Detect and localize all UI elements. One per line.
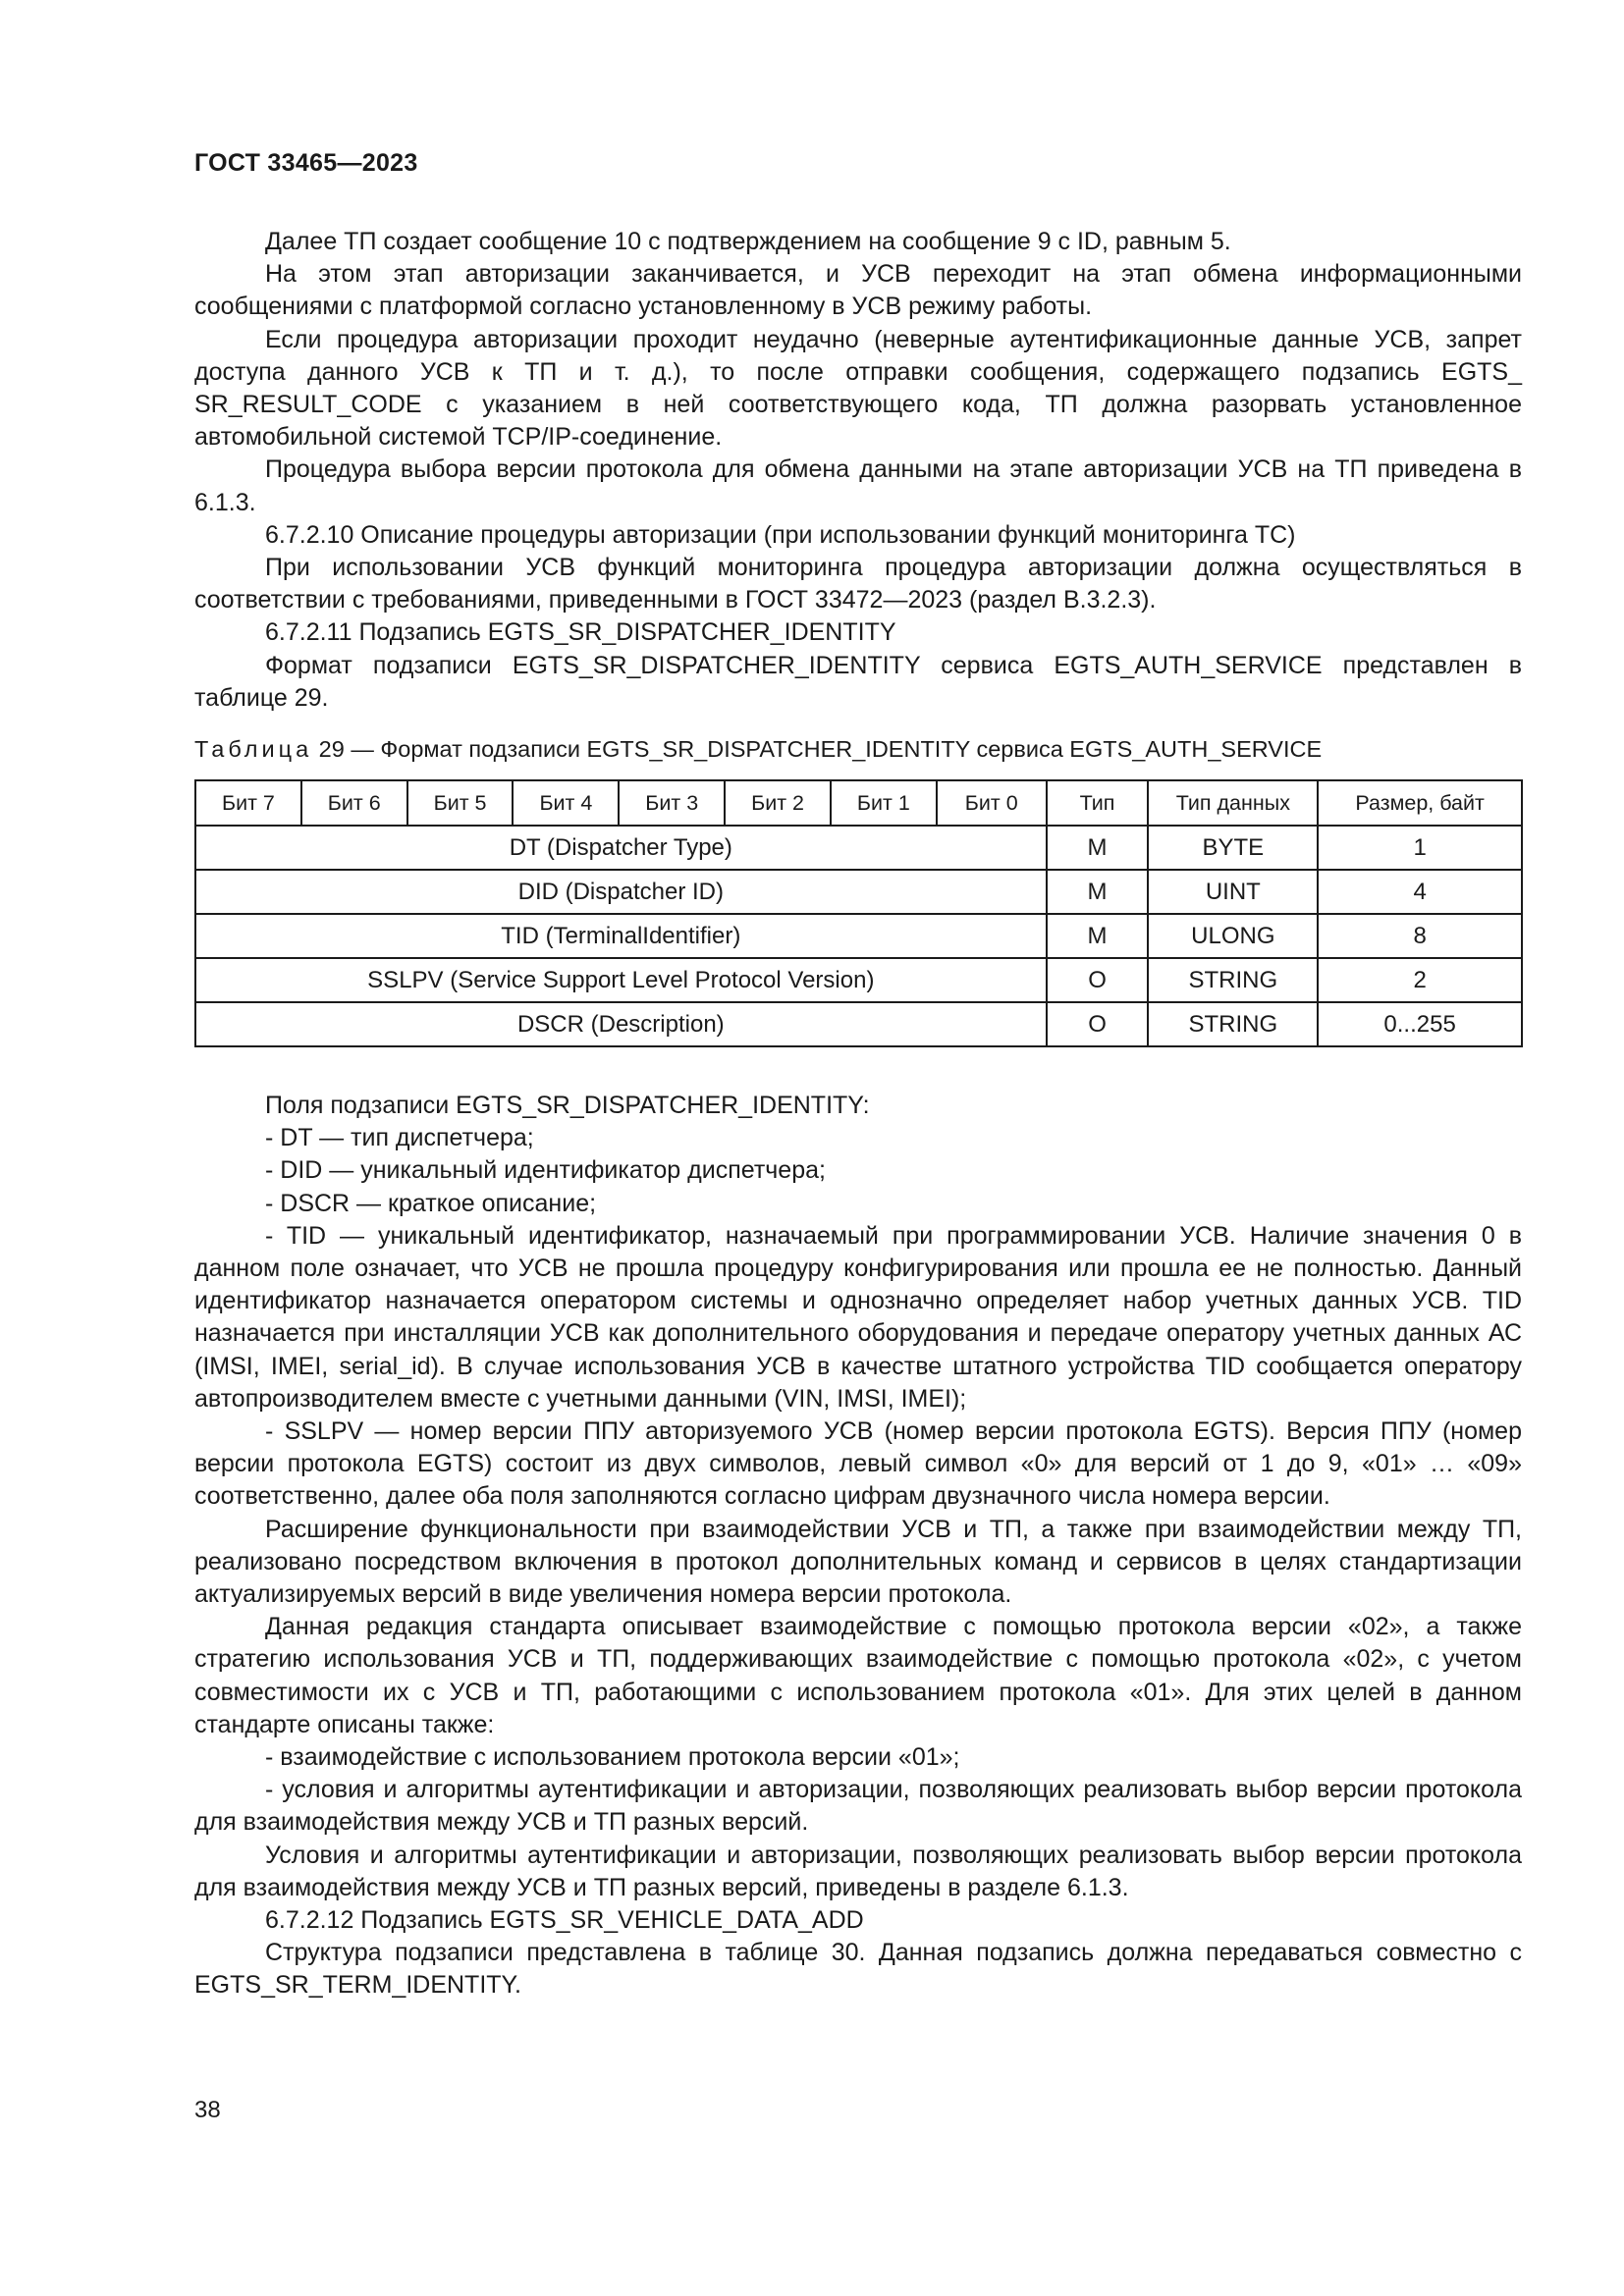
cell-field: SSLPV (Service Support Level Protocol Version) bbox=[195, 958, 1047, 1002]
cell-data-type: STRING bbox=[1148, 1002, 1318, 1046]
list-item: - SSLPV — номер версии ППУ авторизуемого УСВ (номер версии протокола EGTS). Версия ППУ (номер версии протокола EGTS) состоит из двух символов, левый символ «0» для версий от 1 до 9, «01» … «09» соответственно, далее оба поля заполняются согласно цифрам двузначного числа номера версии. bbox=[194, 1417, 1522, 1511]
paragraph: Условия и алгоритмы аутентификации и авторизации, позволяющих реализовать выбор версии протокола для взаимодействия между УСВ и ТП разных версий, приведены в разделе 6.1.3. bbox=[194, 1841, 1522, 1901]
paragraph: Процедура выбора версии протокола для обмена данными на этапе авторизации УСВ на ТП приведена в 6.1.3. bbox=[194, 455, 1522, 516]
paragraph: Далее ТП создает сообщение 10 с подтверждением на сообщение 9 с ID, равным 5. bbox=[265, 228, 1231, 255]
cell-type: O bbox=[1047, 1002, 1149, 1046]
cell-field: DSCR (Description) bbox=[195, 1002, 1047, 1046]
cell-field: DID (Dispatcher ID) bbox=[195, 870, 1047, 914]
header-bit4: Бит 4 bbox=[513, 780, 619, 826]
header-bit0: Бит 0 bbox=[937, 780, 1047, 826]
paragraph: Расширение функциональности при взаимодействии УСВ и ТП, а также при взаимодействии между ТП, реализовано посредством включения в протокол дополнительных команд и сервисов в целях стандартизации актуализируемых версий в виде увеличения номера версии протокола. bbox=[194, 1515, 1522, 1609]
cell-type: M bbox=[1047, 826, 1149, 870]
list-item: - DT — тип диспетчера; bbox=[265, 1124, 534, 1152]
table-caption-title: 29 — Формат подзаписи EGTS_SR_DISPATCHER_IDENTITY сервиса EGTS_AUTH_SERVICE bbox=[312, 736, 1323, 762]
table-row bbox=[195, 870, 1522, 914]
table-row bbox=[195, 914, 1522, 958]
table-caption-label: Таблица bbox=[194, 736, 313, 762]
header-bit1: Бит 1 bbox=[831, 780, 937, 826]
cell-field: TID (TerminalIdentifier) bbox=[195, 914, 1047, 958]
paragraph: Поля подзаписи EGTS_SR_DISPATCHER_IDENTITY: bbox=[265, 1092, 870, 1119]
table-29 bbox=[194, 779, 1523, 1047]
table-row bbox=[195, 1002, 1522, 1046]
header-type: Тип bbox=[1047, 780, 1149, 826]
cell-type: O bbox=[1047, 958, 1149, 1002]
cell-data-type: ULONG bbox=[1148, 914, 1318, 958]
header-bit2: Бит 2 bbox=[725, 780, 831, 826]
table-row bbox=[195, 958, 1522, 1002]
cell-size: 8 bbox=[1318, 914, 1522, 958]
cell-size: 2 bbox=[1318, 958, 1522, 1002]
cell-data-type: UINT bbox=[1148, 870, 1318, 914]
cell-data-type: BYTE bbox=[1148, 826, 1318, 870]
table-row bbox=[195, 826, 1522, 870]
list-item: - DSCR — краткое описание; bbox=[265, 1189, 597, 1217]
cell-data-type: STRING bbox=[1148, 958, 1318, 1002]
text-block-after-table bbox=[194, 1090, 1522, 2002]
header-bit5: Бит 5 bbox=[407, 780, 514, 826]
paragraph: Данная редакция стандарта описывает взаимодействие с помощью протокола версии «02», а также стратегию использования УСВ и ТП, поддерживающих взаимодействие с помощью протокола «02», с учетом совместимости их с УСВ и ТП, работающими с использованием протокола «01». Для этих целей в данном стандарте описаны также: bbox=[194, 1613, 1522, 1738]
cell-size: 0...255 bbox=[1318, 1002, 1522, 1046]
paragraph: Если процедура авторизации проходит неудачно (неверные аутентификационные данные УСВ, запрет доступа данного УСВ к ТП и т. д.), то после отправки сообщения, содержащего подзапись EGTS_ SR_RESULT_CODE с указанием в ней соответствующего кода, ТП должна разорвать установленное автомобильной системой TCP/IP-соединение. bbox=[194, 325, 1522, 452]
list-item: - TID — уникальный идентификатор, назначаемый при программировании УСВ. Наличие значения 0 в данном поле означает, что УСВ не прошла процедуру конфигурирования или прошла ее не полностью. Данный идентификатор назначается оператором системы и однозначно определяет набор учетных данных УСВ. TID назначается при инсталляции УСВ как дополнительного оборудования и передаче оператору учетных данных АС (IMSI, IMEI, serial_id). В случае использования УСВ в качестве штатного устройства TID сообщается оператору автопроизводителем вместе с учетными данными (VIN, IMSI, IMEI); bbox=[194, 1221, 1522, 1413]
list-item: - условия и алгоритмы аутентификации и авторизации, позволяющих реализовать выбор версии протокола для взаимодействия между УСВ и ТП разных версий. bbox=[194, 1776, 1522, 1837]
header-bit6: Бит 6 bbox=[301, 780, 407, 826]
section-heading: 6.7.2.12 Подзапись EGTS_SR_VEHICLE_DATA_ADD bbox=[265, 1906, 864, 1935]
header-bit7: Бит 7 bbox=[195, 780, 301, 826]
document-header: ГОСТ 33465—2023 bbox=[194, 149, 418, 177]
header-size: Размер, байт bbox=[1318, 780, 1522, 826]
paragraph: На этом этап авторизации заканчивается, и УСВ переходит на этап обмена информационными сообщениями с платформой согласно установленному в УСВ режиму работы. bbox=[194, 260, 1522, 321]
header-bit3: Бит 3 bbox=[619, 780, 725, 826]
paragraph: Структура подзаписи представлена в таблице 30. Данная подзапись должна передаваться совместно с EGTS_SR_TERM_IDENTITY. bbox=[194, 1939, 1522, 2000]
section-heading: 6.7.2.10 Описание процедуры авторизации (при использовании функций мониторинга ТС) bbox=[265, 520, 1296, 549]
section-heading: 6.7.2.11 Подзапись EGTS_SR_DISPATCHER_IDENTITY bbox=[265, 618, 896, 647]
cell-size: 4 bbox=[1318, 870, 1522, 914]
text-block-before-table bbox=[194, 226, 1522, 715]
list-item: - DID — уникальный идентификатор диспетчера; bbox=[265, 1156, 826, 1185]
table-caption bbox=[194, 734, 1522, 764]
cell-field: DT (Dispatcher Type) bbox=[195, 826, 1047, 870]
paragraph: Формат подзаписи EGTS_SR_DISPATCHER_IDENTITY сервиса EGTS_AUTH_SERVICE представлен в таблице 29. bbox=[194, 651, 1522, 712]
page-number: 38 bbox=[194, 2097, 221, 2123]
cell-size: 1 bbox=[1318, 826, 1522, 870]
cell-type: M bbox=[1047, 870, 1149, 914]
list-item: - взаимодействие с использованием протокола версии «01»; bbox=[265, 1743, 960, 1772]
paragraph: При использовании УСВ функций мониторинга процедура авторизации должна осуществляться в соответствии с требованиями, приведенными в ГОСТ 33472—2023 (раздел В.3.2.3). bbox=[194, 554, 1522, 614]
cell-type: M bbox=[1047, 914, 1149, 958]
table-header-row bbox=[195, 780, 1522, 826]
header-data-type: Тип данных bbox=[1148, 780, 1318, 826]
